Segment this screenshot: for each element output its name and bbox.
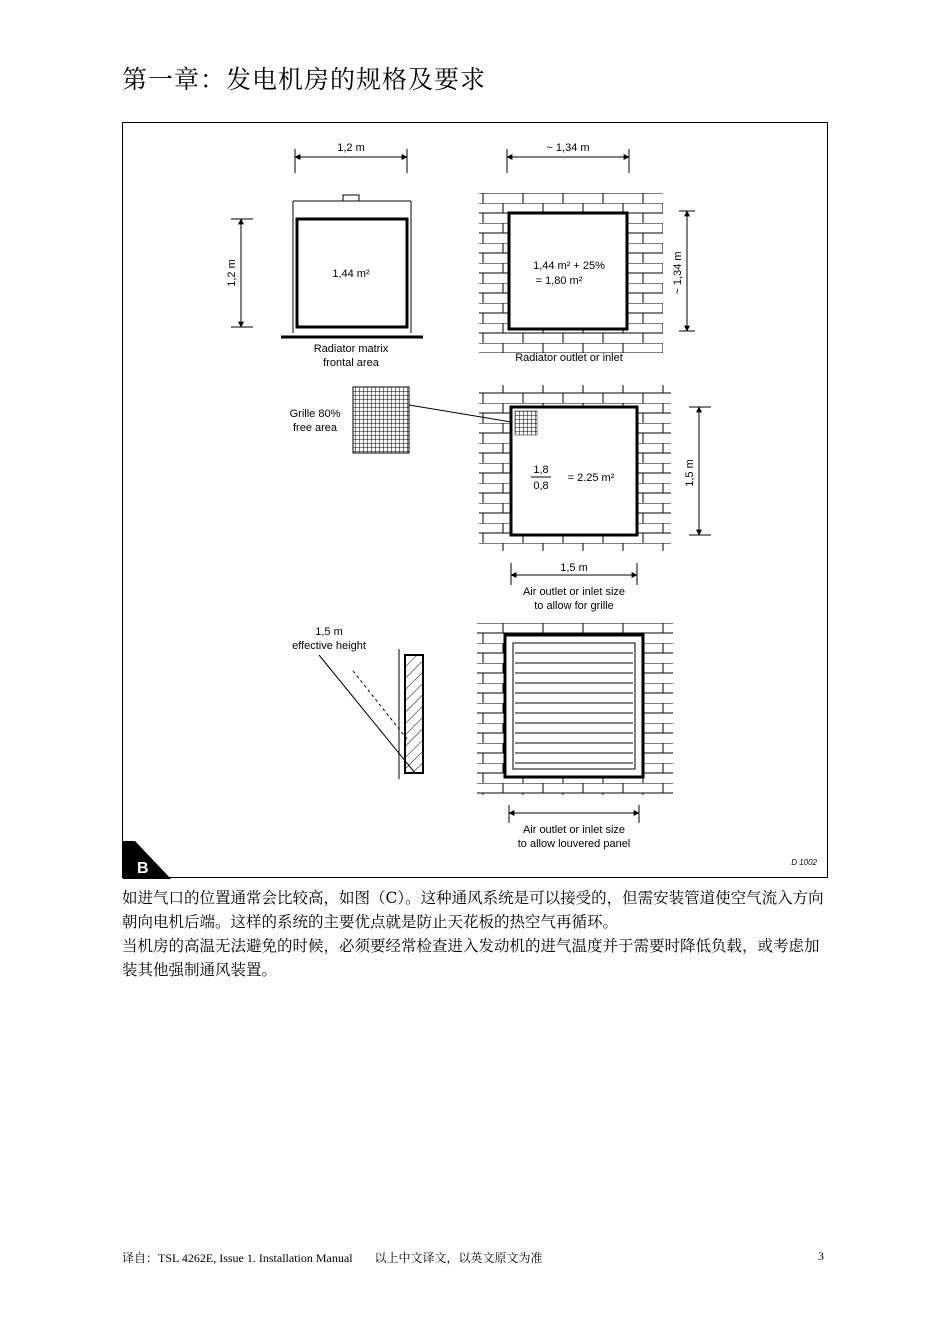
grille-caption-line1: Air outlet or inlet size	[522, 586, 626, 598]
grille-label-line2: free area	[292, 422, 338, 434]
grille-numerator: 1,8	[533, 464, 549, 476]
chapter-title: 第一章：发电机房的规格及要求	[122, 65, 487, 94]
body-text	[122, 886, 832, 982]
outlet-formula-line2: = 1,80 m²	[535, 275, 583, 287]
grille-label-line1: Grille 80%	[289, 408, 341, 420]
page-number: 3	[818, 1249, 824, 1263]
paragraph-1: 如进气口的位置通常会比较高，如图（C）。这种通风系统是可以接受的，但需安装管道使空气流入方向朝向电机后端。这样的系统的主要优点就是防止天花板的热空气再循环。	[122, 889, 824, 931]
grille-height-label: 1,5 m	[684, 459, 696, 487]
louvre-caption-line2: to allow louvered panel	[517, 838, 631, 850]
louvre-label-line2: effective height	[292, 640, 366, 652]
louvre-label-line1: 1,5 m	[315, 626, 343, 638]
radiator-caption-line2: frontal area	[323, 357, 379, 369]
panel-letter: B	[137, 860, 149, 877]
radiator-outlet-diagram	[479, 142, 695, 364]
paragraph-2: 当机房的高温无法避免的时候，必须要经常检查进入发动机的进气温度并于需要时降低负载，或考虑加装其他强制通风装置。	[122, 937, 820, 979]
footer-note: 以上中文译文，以英文原文为准	[374, 1251, 543, 1265]
outlet-width-label: ~ 1,34 m	[546, 142, 590, 154]
radiator-caption-line1: Radiator matrix	[313, 343, 389, 355]
footer	[122, 1249, 543, 1266]
figure-code: D 1002	[791, 858, 817, 867]
grille-caption-line2: to allow for grille	[534, 600, 614, 612]
grille-diagram	[290, 385, 711, 612]
louvre-diagram	[292, 623, 673, 850]
outlet-caption: Radiator outlet or inlet	[515, 352, 623, 364]
footer-source: 译自：TSL 4262E, Issue 1. Installation Manual	[122, 1251, 353, 1265]
radiator-width-label: 1,2 m	[337, 142, 365, 154]
radiator-diagram	[226, 142, 423, 369]
outlet-formula-line1: 1,44 m² + 25%	[533, 260, 605, 272]
grille-width-label: 1,5 m	[560, 562, 588, 574]
grille-result: = 2.25 m²	[567, 472, 615, 484]
grille-denominator: 0,8	[533, 480, 549, 492]
radiator-area-label: 1,44 m²	[332, 268, 370, 280]
louvre-caption-line1: Air outlet or inlet size	[522, 824, 626, 836]
ventilation-figure	[122, 122, 828, 878]
radiator-height-label: 1,2 m	[226, 259, 238, 287]
outlet-height-label: ~ 1,34 m	[672, 251, 684, 295]
